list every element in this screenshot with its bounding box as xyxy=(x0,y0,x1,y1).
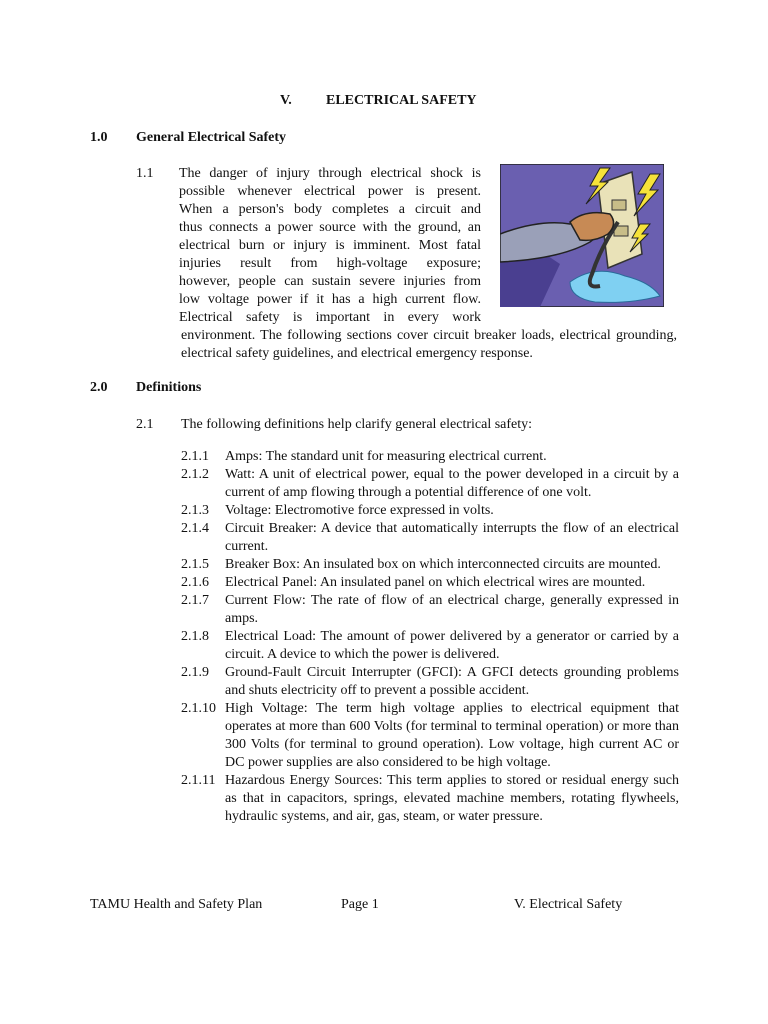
paragraph-1-1-line: thus connects a power source with the ground, an xyxy=(179,220,481,235)
definition-item xyxy=(181,520,679,556)
paragraph-1-1-line: possible whenever electrical power is present. xyxy=(179,184,481,199)
definition-text: Ground-Fault Circuit Interrupter (GFCI): A GFCI detects grounding problems and shuts electricity off to prevent a possible accident. xyxy=(225,665,679,698)
title-number: V. xyxy=(280,93,292,108)
paragraph-1-1-line: The danger of injury through electrical shock is xyxy=(179,166,481,181)
electrical-shock-illustration xyxy=(500,164,664,307)
definition-text: Circuit Breaker: A device that automatically interrupts the flow of an electrical current. xyxy=(225,521,679,554)
document-title xyxy=(280,92,580,110)
definition-item xyxy=(181,556,679,574)
definition-item xyxy=(181,466,679,502)
definition-item xyxy=(181,664,679,700)
definitions-list xyxy=(181,448,679,826)
definition-number: 2.1.6 xyxy=(181,575,209,590)
definition-number: 2.1.10 xyxy=(181,701,216,716)
paragraph-1-1-line: injuries result from high-voltage exposure; xyxy=(179,256,481,271)
definition-text: Hazardous Energy Sources: This term applies to stored or residual energy such as that in capacitors, springs, elevated machine members, rotating flywheels, hydraulic systems, and air, gas, steam, or water pressure. xyxy=(225,773,679,824)
definition-number: 2.1.11 xyxy=(181,773,216,788)
paragraph-1-1-line: Electrical safety is important in every work xyxy=(179,310,481,325)
definition-number: 2.1.5 xyxy=(181,557,209,572)
definition-text: High Voltage: The term high voltage applies to electrical equipment that operates at more than 600 Volts (for terminal to terminal operation) or more than 300 Volts (for terminal to ground operation). Low voltage, high current AC or DC power supplies are also considered to be high voltage. xyxy=(225,701,679,770)
definition-number: 2.1.3 xyxy=(181,503,209,518)
footer-page-number: Page 1 xyxy=(341,897,379,912)
definition-item xyxy=(181,628,679,664)
paragraph-1-1-number: 1.1 xyxy=(136,166,154,181)
definition-number: 2.1.2 xyxy=(181,467,209,482)
definition-item xyxy=(181,448,679,466)
definition-item xyxy=(181,772,679,826)
definition-number: 2.1.7 xyxy=(181,593,209,608)
definition-item xyxy=(181,502,679,520)
definition-number: 2.1.8 xyxy=(181,629,209,644)
section-2-number: 2.0 xyxy=(90,380,108,395)
definition-text: Voltage: Electromotive force expressed in volts. xyxy=(225,503,494,518)
paragraph-1-1-line: however, people can sustain severe injuries from xyxy=(179,274,481,289)
definition-number: 2.1.9 xyxy=(181,665,209,680)
definition-number: 2.1.4 xyxy=(181,521,209,536)
definition-text: Breaker Box: An insulated box on which interconnected circuits are mounted. xyxy=(225,557,661,572)
definition-text: Current Flow: The rate of flow of an electrical charge, generally expressed in amps. xyxy=(225,593,679,626)
section-1-heading: General Electrical Safety xyxy=(136,130,287,145)
paragraph-1-1-line: When a person's body completes a circuit and xyxy=(179,202,481,217)
definition-text: Amps: The standard unit for measuring electrical current. xyxy=(225,449,547,464)
paragraph-2-1-intro: The following definitions help clarify general electrical safety: xyxy=(181,417,533,432)
definition-item xyxy=(181,574,679,592)
paragraph-1-1-continuation: environment. The following sections cover circuit breaker loads, electrical grounding, electrical safety guidelines, and electrical emergency response. xyxy=(181,328,677,361)
section-2-heading: Definitions xyxy=(136,380,202,395)
title-text: ELECTRICAL SAFETY xyxy=(326,93,477,108)
definition-text: Watt: A unit of electrical power, equal to the power developed in a circuit by a current of amp flowing through a potential difference of one volt. xyxy=(225,467,679,500)
definition-number: 2.1.1 xyxy=(181,449,209,464)
definition-text: Electrical Load: The amount of power delivered by a generator or carried by a circuit. A device to which the power is delivered. xyxy=(225,629,679,662)
electrical-shock-icon xyxy=(500,164,664,307)
definition-item xyxy=(181,592,679,628)
paragraph-2-1-number: 2.1 xyxy=(136,417,154,432)
footer-left: TAMU Health and Safety Plan xyxy=(90,897,263,912)
definition-text: Electrical Panel: An insulated panel on which electrical wires are mounted. xyxy=(225,575,646,590)
paragraph-1-1-line: electrical burn or injury is imminent. Most fatal xyxy=(179,238,481,253)
paragraph-1-1-line: low voltage power if it has a high current flow. xyxy=(179,292,481,307)
definition-item xyxy=(181,700,679,772)
footer-right: V. Electrical Safety xyxy=(514,897,623,912)
section-1-number: 1.0 xyxy=(90,130,108,145)
